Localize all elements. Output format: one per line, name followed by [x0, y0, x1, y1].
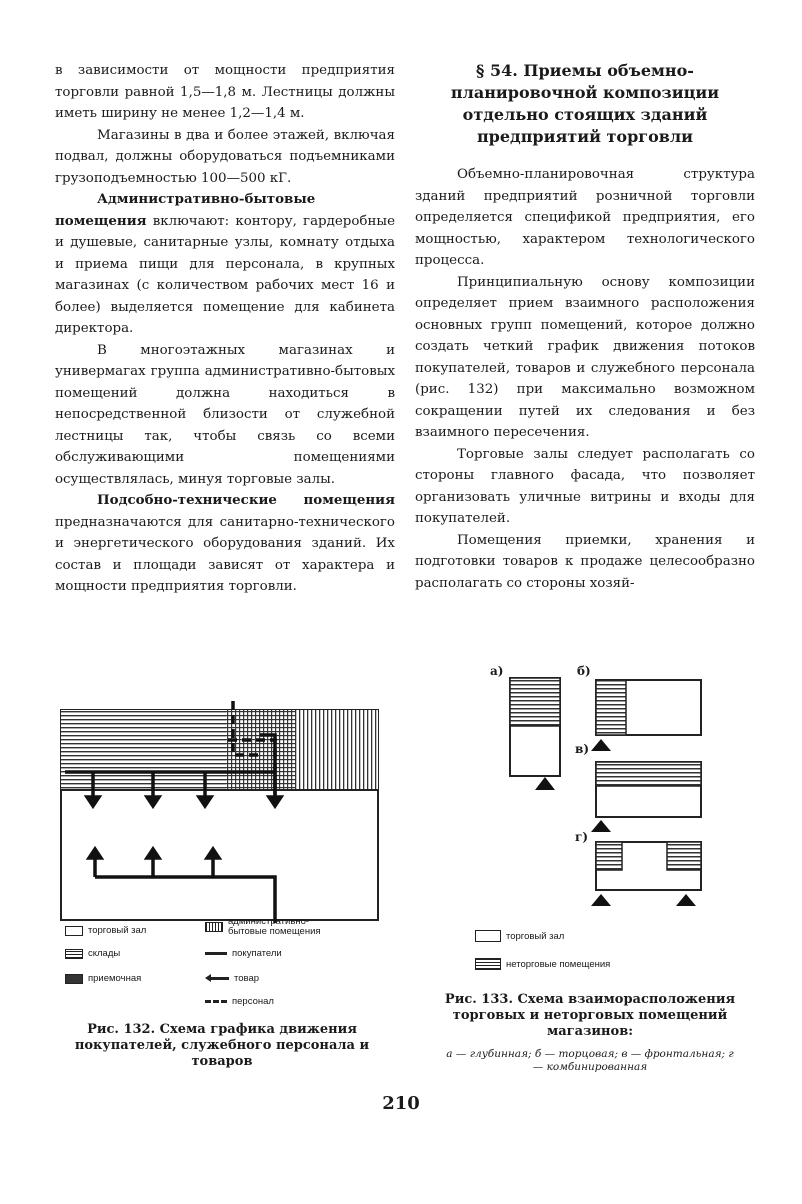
figure-132-legend — [65, 916, 385, 1010]
legend133-trade-hall — [475, 930, 564, 942]
legend-staff — [205, 996, 274, 1007]
section-heading: § 54. Приемы объемно-планировочной композиции отдельно стоящих зданий предприятий торговли — [450, 61, 720, 146]
legend-customers — [205, 948, 282, 959]
figure-133-diagram — [490, 660, 710, 915]
legend-storage-label: склады — [88, 948, 121, 959]
left-paragraph-5-term: Подсобно-технические помещения — [97, 492, 395, 508]
trade-hall-swatch-133 — [475, 930, 501, 942]
legend-admin-label: административно-бытовые помещения — [228, 916, 321, 937]
figure-133-subcaption: а — глубинная; б — торцовая; в — фронтальная; г — комбинированная — [446, 1048, 734, 1073]
nontrade-swatch-133 — [475, 958, 501, 970]
label-v: в) — [575, 742, 590, 756]
legend-receiving-label: приемочная — [88, 973, 142, 984]
staff-swatch — [205, 1000, 227, 1003]
goods-swatch — [211, 977, 229, 980]
label-b: б) — [577, 664, 591, 678]
left-paragraph-5 — [55, 490, 395, 598]
legend-goods-label: товар — [234, 973, 260, 984]
label-g: г) — [575, 830, 589, 844]
legend-trade-hall — [65, 925, 146, 936]
page-number: 210 — [382, 1093, 420, 1114]
legend-storage — [65, 948, 120, 959]
left-paragraph-3-term: Административно-бытовые помещения — [55, 191, 316, 229]
legend-trade-hall-label: торговый зал — [88, 925, 147, 936]
layout-v-front — [591, 762, 701, 832]
figure-133 — [490, 660, 710, 915]
customers-swatch — [205, 952, 227, 955]
receiving-swatch — [65, 974, 83, 984]
admin-swatch — [205, 922, 223, 932]
legend133-trade-hall-label: торговый зал — [506, 930, 565, 942]
receiving-zone — [226, 710, 296, 790]
right-column — [415, 60, 755, 594]
layout-b-end — [591, 680, 701, 751]
left-paragraph-2: Магазины в два и более этажей, включая подвал, должны оборудоваться подъемниками грузоподъемностью 100—500 кГ. — [55, 127, 395, 186]
layout-a-deep — [510, 678, 560, 790]
legend-receiving — [65, 973, 141, 984]
legend-goods — [211, 973, 259, 984]
left-paragraph-1: в зависимости от мощности предприятия торговли равной 1,5—1,8 м. Лестницы должны иметь ширину не менее 1,2—1,4 м. — [55, 63, 395, 121]
right-paragraph-1: Объемно-планировочная структура зданий предприятий розничной торговли определяется спецификой предприятия, его мощностью, характером технологического процесса. — [415, 167, 755, 268]
label-a: а) — [490, 664, 504, 678]
legend133-nontrade-label: неторговые помещения — [506, 958, 611, 970]
left-column — [55, 60, 395, 598]
figure-133-legend — [475, 930, 715, 980]
storage-swatch — [65, 949, 83, 959]
right-paragraph-4: Помещения приемки, хранения и подготовки товаров к продаже целесообразно располагать со стороны хозяй- — [415, 532, 755, 591]
legend-customers-label: покупатели — [232, 948, 282, 959]
figure-133-caption: Рис. 133. Схема взаиморасположения торговых и неторговых помещений магазинов: — [444, 992, 736, 1039]
admin-zone — [296, 710, 378, 790]
left-paragraph-4: В многоэтажных магазинах и универмагах группа административно-бытовых помещений должна находиться в непосредственной близости от служебной лестницы так, чтобы связь со всеми обслуживающими помещениями осуществлялась, минуя торговые залы. — [55, 342, 395, 487]
left-paragraph-5-text: предназначаются для санитарно-технического и энергетического оборудования зданий. Их состав и площади зависят от характера и мощности предприятия торговли. — [55, 514, 395, 594]
legend133-nontrade — [475, 958, 610, 970]
right-paragraph-3: Торговые залы следует располагать со стороны главного фасада, что позволяет организовать уличные витрины и входы для покупателей. — [415, 446, 755, 526]
left-paragraph-3 — [55, 189, 395, 340]
right-paragraph-2: Принципиальную основу композиции определяет прием взаимного расположения основных групп помещений, которое должно создать четкий график движения потоков покупателей, товаров и служебного персонала (рис. 132) при максимально возможном сокращении путей их следования и без взаимного пересечения. — [415, 274, 755, 440]
left-paragraph-3-text: включают: контору, гардеробные и душевые, санитарные узлы, комнату отдыха и приема пищи для персонала, в крупных магазинах (с количеством рабочих мест 16 и более) выделяется помещение для кабинета директора. — [55, 213, 395, 336]
figure-132 — [55, 695, 385, 925]
storage-zone — [61, 710, 226, 790]
figure-132-caption: Рис. 132. Схема графика движения покупателей, служебного персонала и товаров — [74, 1022, 370, 1069]
legend-admin — [205, 917, 375, 937]
layout-g-combined — [591, 842, 701, 906]
legend-staff-label: персонал — [232, 996, 274, 1007]
figure-132-diagram — [55, 695, 385, 925]
trade-hall-swatch — [65, 926, 83, 936]
